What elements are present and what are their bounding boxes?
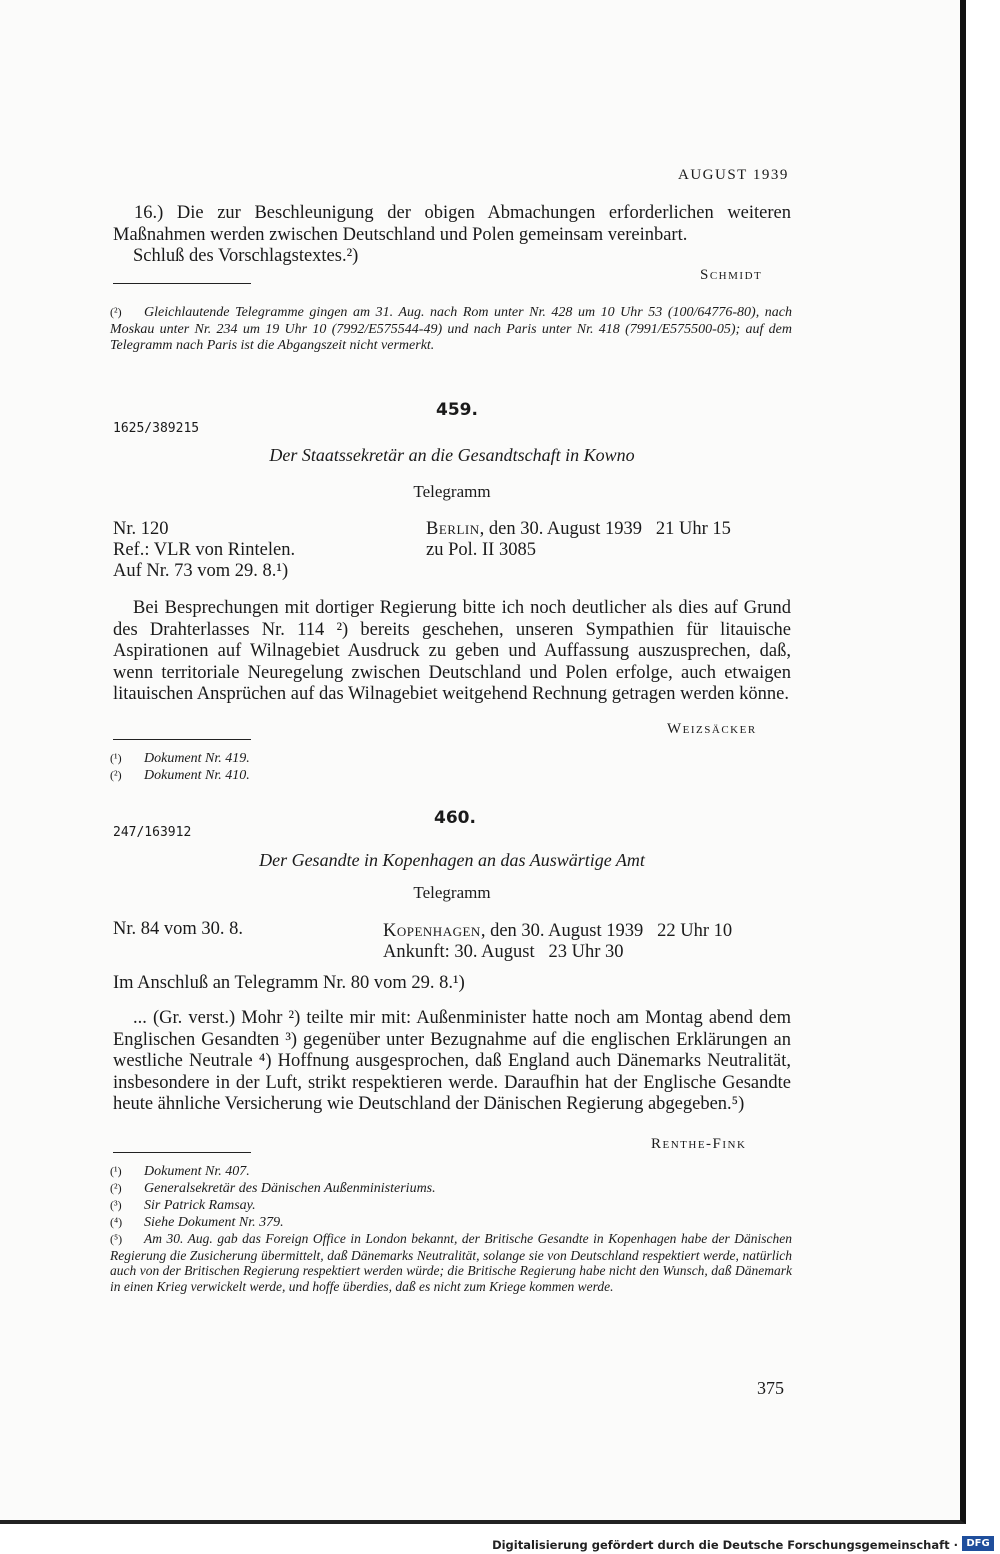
- document-type-459: Telegramm: [413, 482, 491, 501]
- footnote-rule: [113, 739, 251, 740]
- document-heading-460: Der Gesandte in Kopenhagen an das Auswärtige Amt: [259, 850, 645, 870]
- date-time: , den 30. August 1939 21 Uhr 15: [479, 519, 731, 539]
- footnote-number: (¹): [110, 1164, 122, 1178]
- dfg-logo: DFG: [962, 1536, 994, 1551]
- body-459: Bei Besprechungen mit dortiger Regierung bitte ich noch deutlicher als dies auf Grund des Drahterlasses Nr. 114 ²) bereits geschehen, unseren Sympathien für litauische Aspirationen auf Wilnagebiet Ausdruck zu geben und Auffassung auszusprechen, daß, wenn territoriale Neuregelung zwischen Deutschland und Polen erfolge, auch etwaigen litauischen Ansprüchen auf das Wilnagebiet weitgehend Rechnung getragen werden könne.: [113, 598, 791, 704]
- footnote-rule: [113, 283, 251, 284]
- page-number: 375: [757, 1378, 784, 1398]
- document-heading-459: Der Staatssekretär an die Gesandtschaft in Kowno: [269, 445, 635, 465]
- footnote-number: (²): [110, 305, 122, 319]
- left-meta-459-nr: Nr. 120: [113, 519, 169, 539]
- footnote-number: (²): [110, 768, 122, 782]
- footnote-text: Am 30. Aug. gab das Foreign Office in London bekannt, der Britische Gesandte in Kopenhagen habe der Dänischen Regierung die Zusicherung übermittelt, daß Dänemarks Neutralität, solange sie von Deutschland respektiert werde, natürlich auch von der Britischen Regierung respektiert werden würde; die Britische Regierung habe nicht den Wunsch, daß Dänemark in einen Krieg verwickelt werde, und hoffe überdies, daß es nicht zum Kriege kommen werde.: [110, 1231, 792, 1294]
- footnote-text: Siehe Dokument Nr. 379.: [144, 1215, 284, 1230]
- footnote-text: Gleichlautende Telegramme gingen am 31. Aug. nach Rom unter Nr. 428 um 10 Uhr 53 (100/64776-80), nach Moskau unter Nr. 234 um 19 Uhr 10 (7992/E575544-49) und nach Paris unter Nr. 418 (7991/E575500-05); auf dem Telegramm nach Paris ist die Abgangszeit nicht vermerkt.: [110, 305, 792, 353]
- footnote-rule: [113, 1152, 251, 1153]
- funding-credit: Digitalisierung gefördert durch die Deutsche Forschungsgemeinschaft ·: [492, 1538, 958, 1552]
- footnote-459-1: [110, 750, 792, 768]
- running-title: AUGUST 1939: [678, 167, 789, 183]
- body-460: ... (Gr. verst.) Mohr ²) teilte mir mit: Außenminister hatte noch am Montag abend dem Englischen Gesandten ³) gegenüber unter Bezugnahme auf die englischen Erklärungen an westliche Neutrale ⁴) Hoffnung ausgesprochen, daß England auch Dänemarks Neutralität, insbesondere in der Luft, strikt respektieren werde. Daraufhin hat der Englische Gesandte heute ähnliche Versicherung wie Deutschland der Dänischen Regierung abgegeben.⁵): [113, 1008, 791, 1114]
- archive-ref-460: 247/163912: [113, 825, 192, 840]
- place-name: Berlin: [426, 519, 480, 539]
- signature-weizsaecker: Weizsäcker: [667, 721, 757, 737]
- archive-ref-459: 1625/389215: [113, 421, 200, 436]
- footnote-460-4: [110, 1214, 792, 1232]
- footnote-number: (¹): [110, 751, 122, 765]
- footnote-2-top: [110, 304, 792, 355]
- signature-schmidt: Schmidt: [700, 267, 763, 283]
- dateline-459: [426, 519, 731, 540]
- date-time: , den 30. August 1939 22 Uhr 10: [480, 921, 733, 941]
- left-meta-459-auf: Auf Nr. 73 vom 29. 8.¹): [113, 561, 289, 581]
- left-meta-459-ref: Ref.: VLR von Rintelen.: [113, 540, 296, 560]
- place-name: Kopenhagen: [383, 921, 481, 941]
- footnote-text: Sir Patrick Ramsay.: [144, 1198, 256, 1213]
- footnote-460-3: [110, 1197, 792, 1215]
- paragraph-16: 16.) Die zur Beschleunigung der obigen Abmachungen erforderlichen weiteren Maßnahmen werden zwischen Deutschland und Polen gemeinsam vereinbart.: [113, 203, 791, 245]
- footnote-460-1: [110, 1163, 792, 1181]
- footnote-459-2: [110, 767, 792, 785]
- intro-460: Im Anschluß an Telegramm Nr. 80 vom 29. 8.¹): [113, 973, 465, 993]
- footnote-460-5: [110, 1231, 792, 1294]
- subline-459: zu Pol. II 3085: [426, 540, 536, 560]
- closing-line: Schluß des Vorschlagstextes.²): [133, 246, 359, 266]
- footnote-text: Dokument Nr. 410.: [144, 768, 250, 783]
- footnote-text: Dokument Nr. 419.: [144, 751, 250, 766]
- dateline-460: [383, 921, 732, 942]
- footnote-text: Generalsekretär des Dänischen Außenministeriums.: [144, 1181, 436, 1196]
- document-number-460: 460.: [434, 808, 476, 828]
- document-number-459: 459.: [436, 400, 478, 420]
- footnote-number: (²): [110, 1181, 122, 1195]
- signature-renthe-fink: Renthe-Fink: [651, 1136, 747, 1152]
- document-type-460: Telegramm: [413, 883, 491, 902]
- arrival-460: Ankunft: 30. August 23 Uhr 30: [383, 942, 624, 962]
- footnote-number: (⁴): [110, 1215, 123, 1229]
- footnote-text: Dokument Nr. 407.: [144, 1164, 250, 1179]
- footnote-460-2: [110, 1180, 792, 1198]
- footnote-number: (³): [110, 1198, 122, 1212]
- footnote-number: (⁵): [110, 1232, 123, 1246]
- left-meta-460: Nr. 84 vom 30. 8.: [113, 919, 244, 939]
